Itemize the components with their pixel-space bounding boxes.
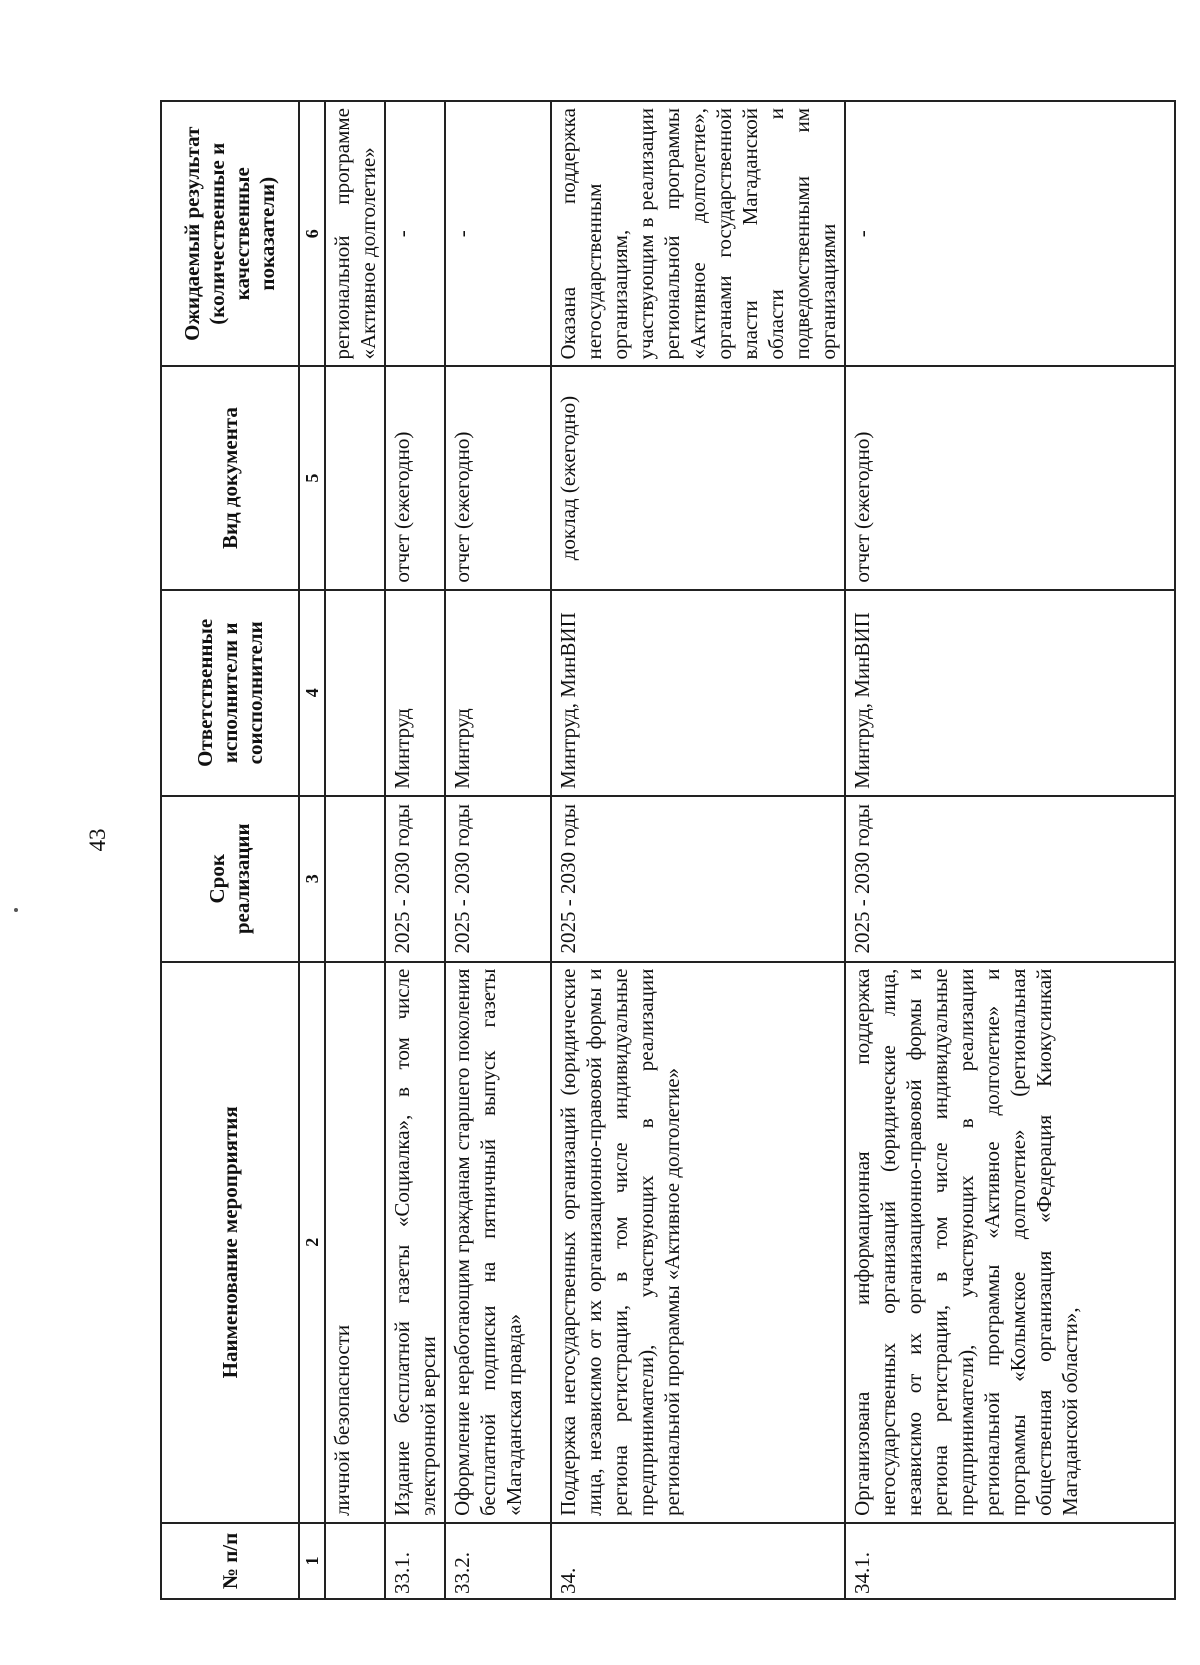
header-num: № п/п <box>161 1523 299 1599</box>
row-result: - <box>385 101 445 366</box>
col-number-6: 6 <box>299 101 325 366</box>
row-term: 2025 - 2030 годы <box>385 796 445 962</box>
row-num <box>325 1523 385 1599</box>
row-result: - <box>845 101 1175 366</box>
header-name: Наименование мероприятия <box>161 962 299 1523</box>
row-result: региональной программе «Активное долголетие» <box>325 101 385 366</box>
row-responsible: Минтруд <box>385 590 445 796</box>
scan-speck <box>14 908 18 912</box>
table-row <box>445 101 551 1599</box>
row-term: 2025 - 2030 годы <box>445 796 551 962</box>
rotated-table-container <box>160 100 1200 1600</box>
col-number-3: 3 <box>299 796 325 962</box>
header-term: Срок реализации <box>161 796 299 962</box>
row-term: 2025 - 2030 годы <box>845 796 1175 962</box>
header-doc: Вид документа <box>161 366 299 589</box>
col-number-1: 1 <box>299 1523 325 1599</box>
row-doc <box>325 366 385 589</box>
row-doc: отчет (ежегодно) <box>385 366 445 589</box>
row-num: 34. <box>551 1523 845 1599</box>
table-row <box>845 101 1175 1599</box>
row-result: - <box>445 101 551 366</box>
page-number: 43 <box>85 828 110 852</box>
row-num: 34.1. <box>845 1523 1175 1599</box>
row-num: 33.1. <box>385 1523 445 1599</box>
row-name: личной безопасности <box>325 962 385 1523</box>
row-name: Поддержка негосударственных организаций (юридические лица, независимо от их организационно-правовой формы и региона регистрации, в том числе индивидуальные предприниматели), участвующих в реализации региональной программы «Активное долголетие» <box>551 962 845 1523</box>
row-name: Издание бесплатной газеты «Социалка», в том числе электронной версии <box>385 962 445 1523</box>
table-row <box>551 101 845 1599</box>
row-term <box>325 796 385 962</box>
row-responsible: Минтруд, МинВИП <box>551 590 845 796</box>
col-number-2: 2 <box>299 962 325 1523</box>
col-number-4: 4 <box>299 590 325 796</box>
row-responsible <box>325 590 385 796</box>
row-name: Организована информационная поддержка негосударственных организаций (юридические лица, независимо от их организационно-правовой формы и региона регистрации, в том числе индивидуальные предприниматели), участвующих в реализации региональной программы «Активное долголетие» и программы «Колымское долголетие» (региональная общественная организация «Федерация Киокусинкай Магаданской области», <box>845 962 1175 1523</box>
header-responsible: Ответственные исполнители и соисполнители <box>161 590 299 796</box>
row-doc: доклад (ежегодно) <box>551 366 845 589</box>
header-result: Ожидаемый результат (количественные и качественные показатели) <box>161 101 299 366</box>
row-doc: отчет (ежегодно) <box>845 366 1175 589</box>
table-row <box>325 101 385 1599</box>
column-numbers-row <box>299 101 325 1599</box>
row-responsible: Минтруд <box>445 590 551 796</box>
table-row <box>385 101 445 1599</box>
row-term: 2025 - 2030 годы <box>551 796 845 962</box>
measures-table <box>160 100 1176 1600</box>
row-num: 33.2. <box>445 1523 551 1599</box>
col-number-5: 5 <box>299 366 325 589</box>
row-responsible: Минтруд, МинВИП <box>845 590 1175 796</box>
row-result: Оказана поддержка негосударственным организациям, участвующим в реализации региональной программы «Активное долголетие», органами государственной власти Магаданской области и подведомственными им организациями <box>551 101 845 366</box>
header-row <box>161 101 299 1599</box>
row-doc: отчет (ежегодно) <box>445 366 551 589</box>
row-name: Оформление неработающим гражданам старшего поколения бесплатной подписки на пятничный выпуск газеты «Магаданская правда» <box>445 962 551 1523</box>
